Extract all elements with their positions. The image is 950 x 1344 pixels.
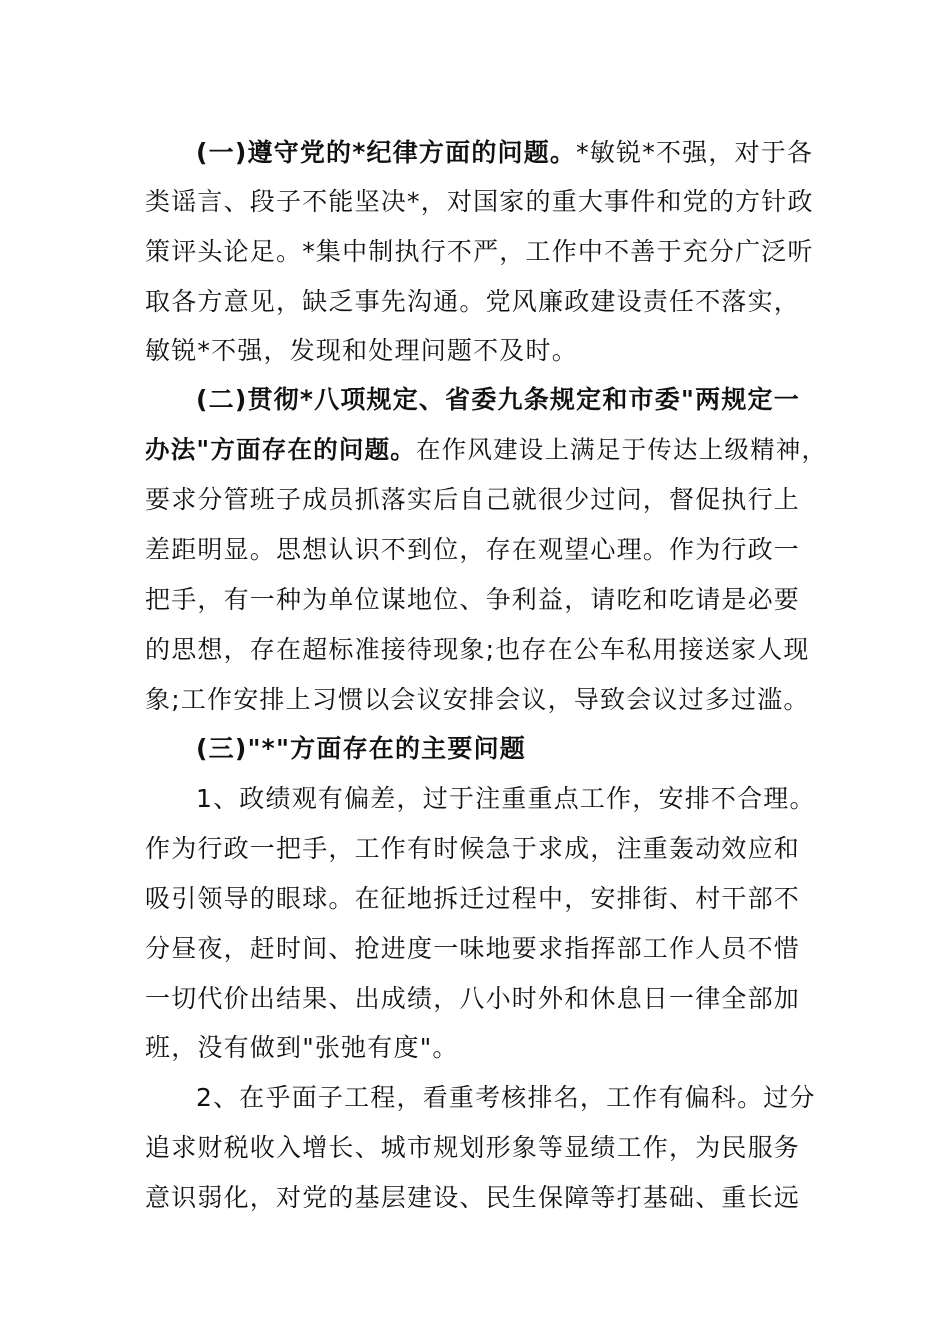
paragraph-line: 类谣言、段子不能坚决*，对国家的重大事件和党的方针政 [145, 187, 814, 216]
paragraph-line: 取各方意见，缺乏事先沟通。党风廉政建设责任不落实， [145, 287, 801, 316]
paragraph-line [196, 137, 835, 169]
section-heading: (一)遵守党的*纪律方面的问题。 [196, 138, 577, 167]
paragraph-line: 差距明显。思想认识不到位，存在观望心理。作为行政一 [145, 535, 801, 564]
paragraph-line: 的思想，存在超标准接待现象;也存在公车私用接送家人现 [145, 635, 810, 664]
paragraph-line: 吸引领导的眼球。在征地拆迁过程中，安排街、村干部不 [145, 884, 801, 913]
section-heading: (二)贯彻*八项规定、省委九条规定和市委"两规定一 [196, 385, 800, 414]
paragraph-line: 要求分管班子成员抓落实后自己就很少过问，督促执行上 [145, 485, 801, 514]
paragraph-line: 意识弱化，对党的基层建设、民生保障等打基础、重长远 [145, 1183, 801, 1212]
paragraph-line: 班，没有做到"张弛有度"。 [145, 1033, 459, 1062]
paragraph-line [145, 434, 835, 466]
paragraph-line: 追求财税收入增长、城市规划形象等显绩工作，为民服务 [145, 1133, 801, 1162]
section-heading: 办法"方面存在的问题。 [145, 435, 416, 464]
paragraph-line: 2、在乎面子工程，看重考核排名，工作有偏科。过分 [196, 1083, 816, 1112]
line-text: *敏锐*不强，对于各 [576, 138, 814, 167]
paragraph-line: 作为行政一把手，工作有时候急于求成，注重轰动效应和 [145, 834, 801, 863]
paragraph-line: 敏锐*不强，发现和处理问题不及时。 [145, 336, 578, 365]
line-text: 在作风建设上满足于传达上级精神， [415, 435, 828, 464]
paragraph-line [196, 733, 835, 765]
section-heading: (三)"*"方面存在的主要问题 [196, 734, 526, 763]
paragraph-line: 象;工作安排上习惯以会议安排会议，导致会议过多过滥。 [145, 685, 810, 714]
paragraph-line [196, 384, 835, 416]
paragraph-line: 把手，有一种为单位谋地位、争利益，请吃和吃请是必要 [145, 585, 801, 614]
paragraph-line: 策评头论足。*集中制执行不严，工作中不善于充分广泛听 [145, 237, 814, 266]
paragraph-line: 分昼夜，赶时间、抢进度一味地要求指挥部工作人员不惜 [145, 934, 801, 963]
paragraph-line: 1、政绩观有偏差，过于注重重点工作，安排不合理。 [196, 784, 816, 813]
paragraph-line: 一切代价出结果、出成绩，八小时外和休息日一律全部加 [145, 984, 801, 1013]
